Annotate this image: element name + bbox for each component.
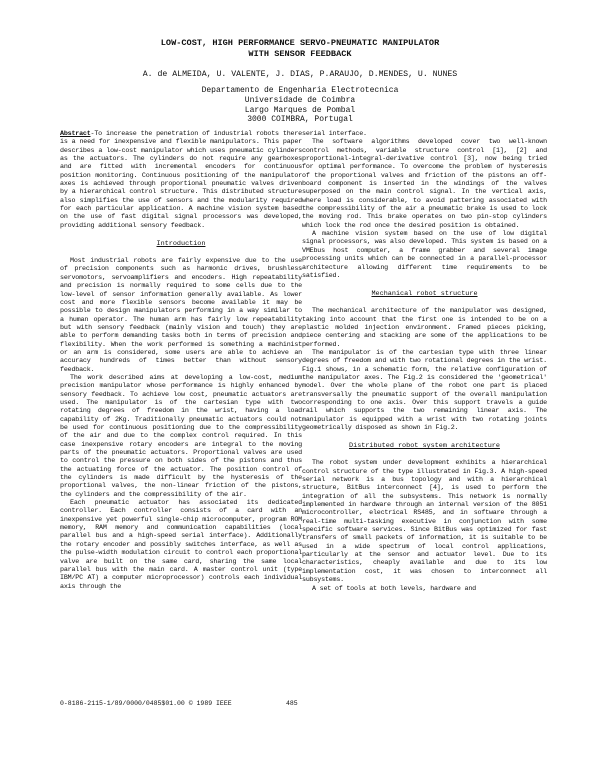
page-number: 485 [286, 700, 298, 707]
intro-paragraph-2: The work described aims at developing a low-cost, medium precision manipulator whose performance is highly enhanced by sensory feedback. To achieve low cost, pneumatic actuators are used. The manipulator is of the cartesian type with two rotating degrees of freedom in the wrist, having a load capability of 2Kg. Traditionally pneumatic actuators could not be used for continuous positioning due to the compressibility of the air and due to the complex control required. In this case inexpensive rotary encoders are integral to the moving parts of the pneumatic actuators. Proportional valves are used to control the pressure on both sides of the pistons and thus the actuating force of the actuator. The position control of the cylinders is made difficult by the hysteresis of the proportional valves, the non-linear friction of the pistons, the cylinders and the compressibility of the air. [60, 373, 302, 499]
paper-header [60, 38, 540, 125]
affiliation-department: Departamento de Engenharia Electrotecnica [201, 86, 399, 95]
vision-paragraph: A machine vision system based on the use of low digital signal processors, was also developed. This system is based on a VMEbus host computer, a frame grabber and several image processing units which can be connected in a parallel-processor architecture allowing different time requirements to be satisfied. [302, 230, 547, 280]
abstract-paragraph [60, 130, 302, 230]
right-column [302, 130, 547, 593]
paper-title [60, 38, 540, 60]
architecture-paragraph-2: A set of tools at both levels, hardware and [312, 584, 476, 593]
mechanical-structure-heading: Mechanical robot structure [371, 290, 478, 299]
title-line-2: WITH SENSOR FEEDBACK [248, 49, 352, 59]
affiliation-street: Largo Marques de Pombal [244, 105, 356, 115]
mechanical-paragraph-1: The mechanical architecture of the manipulator was designed, taking into account that the first one is intended to be on a plastic molded injection environment. Framed pieces picking, piece centering and stacking are some of the applications to be performed. [302, 307, 547, 349]
intro-paragraph-1: Most industrial robots are fairly expensive due to the use of precision components such as harmonic drives, brushless servomotors, servoamplifiers and encoders. High repeatability and precision is normally required to some cells due to the low-level of sensor information generally available. As lower cost and more flexible sensors become available it may be possible to design manipulators performing in a way similar to a human operator. The human arm has fairly low repeatability but with sensory feedback (mainly vision and touch) they are able to perform demanding tasks both in terms of precision and flexibility. When the work performed is something a machinist or an arm is considered, some users are able to achieve an accuracy hundreds of times better than without sensory feedback. [60, 257, 302, 374]
affiliation-university: Universidade de Coimbra [244, 95, 356, 105]
affiliation-city: 3000 COIMBRA, Portugal [247, 115, 353, 125]
distributed-architecture-heading: Distributed robot system architecture [349, 442, 500, 451]
abstract-label: Abstract [60, 130, 91, 138]
intro-paragraph-3: Each pneumatic actuator has associated its dedicated controller. Each controller consists of a card with an inexpensive yet powerful single-chip microcomputer, program ROM memory, RAM memory and communication capabilities (local parallel bus and a high-speed serial interface). Additionally the rotary encoder and possibly switches interface, as well as the pulse-width modulation circuit to control each proportional valve are built on the same card, sharing the same local parallel bus with the main card. A master control unit (type IBM/PC AT) a computer microprocessor) controls each individual axis through the [60, 499, 302, 591]
software-paragraph: The software algorithms developed cover two well-known control methods, variable structure control [1], [2] and proportional-integral-derivative control [3], now being tried for optimal performance. To overcome the problem of hysteresis of the proportional valves and friction of the pistons an off-board component is inserted in the windings of the valves superposed on the main control signal. In the vertical axis, where load is considerable, to avoid pattering associated with the compressibility of the air a pneumatic brake is used to lock the moving rod. This brake operates on two pin-stop cylinders which lock the rod once the desired position is obtained. [302, 138, 547, 230]
page-footer [60, 700, 540, 710]
copyright-code: 0-8186-2115-1/89/0000/0485$01.00 © 1989 IEEE [60, 700, 232, 707]
affiliation [60, 86, 540, 125]
architecture-paragraph-1: The robot system under development exhibits a hierarchical control structure of the type illustrated in Fig.3. A high-speed serial network is a bus topology and with a hierarchical structure, BitBus interconnect [4], is used to perform the integration of all the subsystems. This network is normally implemented in hardware through an internal version of the 8051 microcontroller, electrical RS485, and in software through a real-time multi-tasking executive in conjunction with some specific software services. Since BitBus was optimized for fast transfers of small packets of information, it is suitable to be used in a wide spectrum of local control applications, particularly at the sensor and actuator level. Due to its characteristics, cheaply available and due to its low implementation cost, it was chosen to interconnect all subsystems. [302, 459, 547, 585]
abstract-text: -To increase the penetration of industrial robots there is a need for inexpensive and flexible manipulators. This paper describes a low-cost manipulator which uses pneumatic cylinders as the actuators. The cylinders do not require any gearboxes and are fitted with incremental encoders for continuous position monitoring. Continuous positioning of the manipulator axes is achieved through proportional pneumatic valves driven by a hierarchical control structure. This distributed structure also simplifies the use of sensors and the modularity required for each particular application. A machine vision system based on the use of fast digital signal processors was developed, providing additional sensory feedback. [60, 130, 302, 230]
author-list: A. de ALMEIDA, U. VALENTE, J. DIAS, P.ARAUJO, D.MENDES, U. NUNES [142, 70, 458, 79]
title-line-1: LOW-COST, HIGH PERFORMANCE SERVO-PNEUMATIC MANIPULATOR [160, 38, 440, 48]
introduction-heading: Introduction [156, 240, 206, 249]
mechanical-paragraph-2: The manipulator is of the cartesian type with three linear degrees of freedom and with two rotational degrees in the wrist. Fig.1 shows, in a schematic form, the relative configuration of the manipulator axes. The Fig.2 is considered the 'geometrical' model. Over the whole plane of the robot one part is placed transversally the pneumatic support of the overall manipulation corresponding to one axis. Over this support travels a guide rail which supports the two remaining linear axis. The manipulator is equipped with a wrist with two rotating joints geometrically disposed as shown in Fig.2. [302, 348, 547, 432]
continuation-paragraph: serial interface. [302, 130, 367, 138]
left-column [60, 130, 302, 591]
